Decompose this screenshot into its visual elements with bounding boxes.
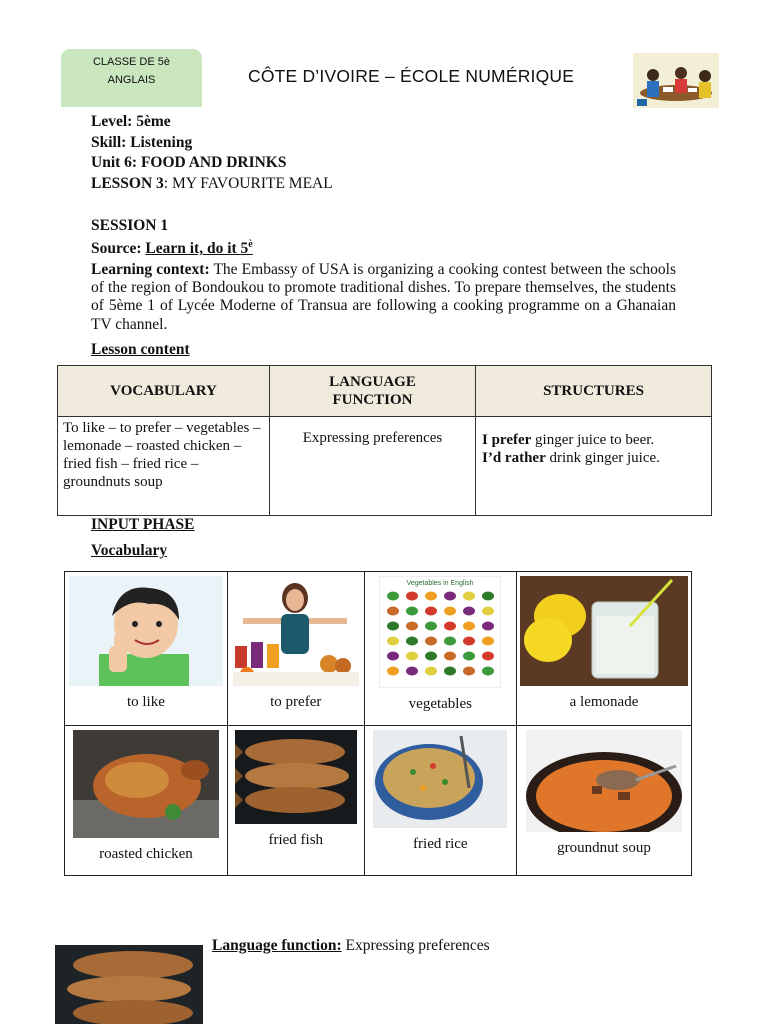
svg-text:Vegetables in English: Vegetables in English [406,580,474,587]
vegetable-thumb [406,607,418,616]
vegetable-thumb [482,667,494,676]
unit: Unit 6: FOOD AND DRINKS [91,154,287,171]
lesson-label: LESSON 3 [91,174,164,192]
vegetable-thumb [444,637,456,646]
vegetable-thumb [406,637,418,646]
caption-fried-rice: fried rice [413,836,468,852]
vegetable-thumb [463,607,475,616]
vegetable-thumb [425,667,437,676]
caption-to-like: to like [126,694,165,710]
caption-fried-fish: fried fish [268,832,324,848]
vegetable-thumb [444,667,456,676]
vegetable-thumb [406,622,418,631]
vocab-cell-lemonade [517,572,692,726]
fried-rice-image [373,730,507,828]
language-function [212,937,490,955]
lesson-content-title: Lesson content [91,341,190,358]
cell-structures: I prefer ginger juice to beer. I’d rather drink ginger juice. [476,417,712,516]
header-structures: STRUCTURES [476,366,712,417]
fried-fish-photo [55,945,203,1024]
groundnut-soup-image [526,730,682,832]
vegetables-poster-image [379,576,501,688]
vocab-cell-fried-rice [364,726,516,876]
session-title: SESSION 1 [91,217,169,234]
vegetable-thumb [463,637,475,646]
roasted-chicken-image [73,730,219,838]
vegetable-thumb [482,607,494,616]
vegetable-thumb [444,607,456,616]
vegetable-thumb [482,622,494,631]
vegetable-thumb [425,637,437,646]
vegetable-thumb [463,622,475,631]
class-badge-line1: CLASSE DE 5è [92,56,171,68]
language-function-value: Expressing preferences [341,937,490,954]
session-block [91,216,253,258]
vegetable-thumb [463,652,475,661]
skill: Skill: Listening [91,133,193,151]
vegetable-thumb [482,592,494,601]
vocab-cell-fried-fish [227,726,364,876]
vocab-cell-to-prefer [227,572,364,726]
vegetable-thumb [444,592,456,601]
vegetable-thumb [482,652,494,661]
vocabulary-title: Vocabulary [91,542,168,559]
vegetable-thumb [425,607,437,616]
caption-lemonade: a lemonade [569,694,639,710]
header-vocabulary: VOCABULARY [58,366,270,417]
vocab-cell-to-like [65,572,228,726]
caption-vegetables: vegetables [408,696,472,712]
vegetable-thumb [425,622,437,631]
vegetable-thumb [425,592,437,601]
caption-to-prefer: to prefer [270,694,322,710]
context-label: Learning context: [91,261,210,278]
vegetable-thumb [387,637,399,646]
woman-prefer-image [233,576,359,686]
vegetable-thumb [444,622,456,631]
vocabulary-grid [64,571,692,876]
cell-function: Expressing preferences [270,417,476,516]
source-label: Source: [91,240,146,258]
context-text: The Embassy of USA is organizing a cooking contest between the schools of the region of Bondoukou to promote traditional dishes. To prepare themselves, the students of 5ème 1 of Lycée Moderne of Transua are following a cooking programme on a Ghanaian TV channel. [91,261,676,333]
students-illustration [633,53,719,108]
source-value: Learn it, do it $5^è$ [145,239,253,258]
vegetable-thumb [387,622,399,631]
school-title: CÔTE D’IVOIRE – ÉCOLE NUMÉRIQUE [248,66,575,86]
language-function-label: Language function: [212,937,342,954]
lesson-meta [91,112,333,194]
vegetable-thumb [406,652,418,661]
lemonade-image [520,576,688,686]
vegetable-thumb [406,592,418,601]
vocab-cell-vegetables [364,572,516,726]
vegetable-thumb [444,652,456,661]
vocab-cell-groundnut-soup [517,726,692,876]
class-badge [61,49,202,107]
vegetable-thumb [387,652,399,661]
lesson-content-table [57,365,712,516]
class-badge-line2: ANGLAIS [107,74,156,86]
cell-vocabulary: To like – to prefer – vegetables – lemonade – roasted chicken – fried fish – fried rice – groundnuts soup [58,417,270,516]
level: Level: 5ème [91,113,171,130]
learning-context [91,261,676,334]
vegetable-thumb [425,652,437,661]
lesson-title: : MY FAVOURITE MEAL [163,174,333,192]
fried-fish-image [235,730,357,824]
input-phase-title: INPUT PHASE [91,516,195,533]
caption-roasted-chicken: roasted chicken [99,846,193,862]
caption-groundnut-soup: groundnut soup [557,840,651,856]
vocab-cell-roasted-chicken [65,726,228,876]
vegetable-thumb [387,607,399,616]
vegetable-thumb [463,667,475,676]
vegetable-thumb [406,667,418,676]
vegetable-thumb [463,592,475,601]
vegetable-thumb [387,592,399,601]
header-language-function: LANGUAGE FUNCTION [270,366,476,417]
vegetable-thumb [482,637,494,646]
vegetable-thumb [387,667,399,676]
boy-thumbs-up-image [69,576,223,686]
